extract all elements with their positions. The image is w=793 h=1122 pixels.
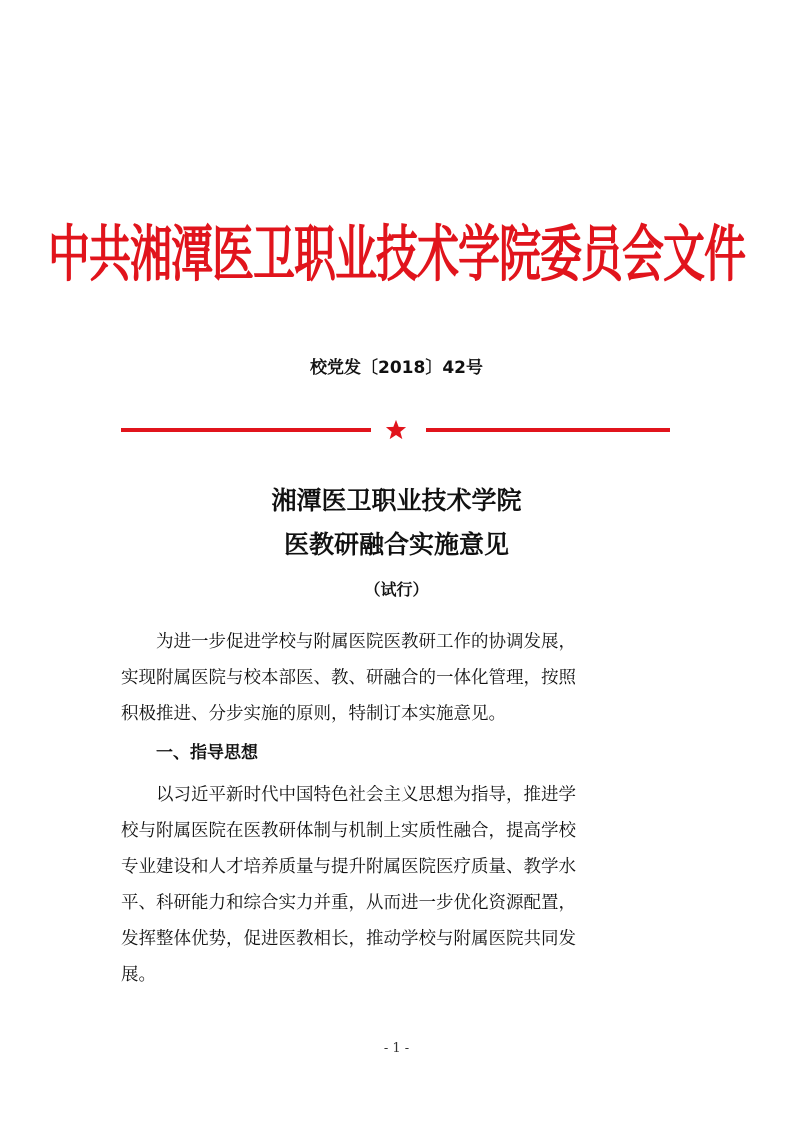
text-line: 展。	[121, 965, 156, 985]
text-line: 实现附属医院与校本部医、教、研融合的一体化管理，按照	[121, 668, 576, 688]
text-line: 为进一步促进学校与附属医院医教研工作的协调发展，	[156, 632, 576, 652]
document-title-line2: 医教研融合实施意见	[283, 530, 509, 559]
document-number: 校党发〔2018〕42号	[310, 358, 483, 378]
red-divider-right	[426, 428, 670, 432]
star-icon	[385, 419, 407, 441]
red-divider-left	[121, 428, 371, 432]
intro-paragraph	[121, 624, 673, 732]
text-line: 专业建设和人才培养质量与提升附属医院医疗质量、教学水	[121, 857, 576, 877]
text-line: 积极推进、分步实施的原则，特制订本实施意见。	[121, 704, 506, 724]
document-subtitle: （试行）	[364, 580, 429, 599]
section-heading: 一、指导思想	[156, 743, 258, 763]
text-line: 平、科研能力和综合实力并重，从而进一步优化资源配置，	[121, 893, 576, 913]
text-line: 以习近平新时代中国特色社会主义思想为指导，推进学	[156, 785, 576, 805]
text-line: 校与附属医院在医教研体制与机制上实质性融合，提高学校	[121, 821, 576, 841]
text-line: 发挥整体优势，促进医教相长，推动学校与附属医院共同发	[121, 929, 576, 949]
document-title-line1: 湘潭医卫职业技术学院	[271, 486, 522, 515]
section1-paragraph	[121, 777, 673, 993]
page-number: - 1 -	[383, 1041, 410, 1056]
document-header-title: 中共湘潭医卫职业技术学院委员会文件	[47, 218, 745, 290]
